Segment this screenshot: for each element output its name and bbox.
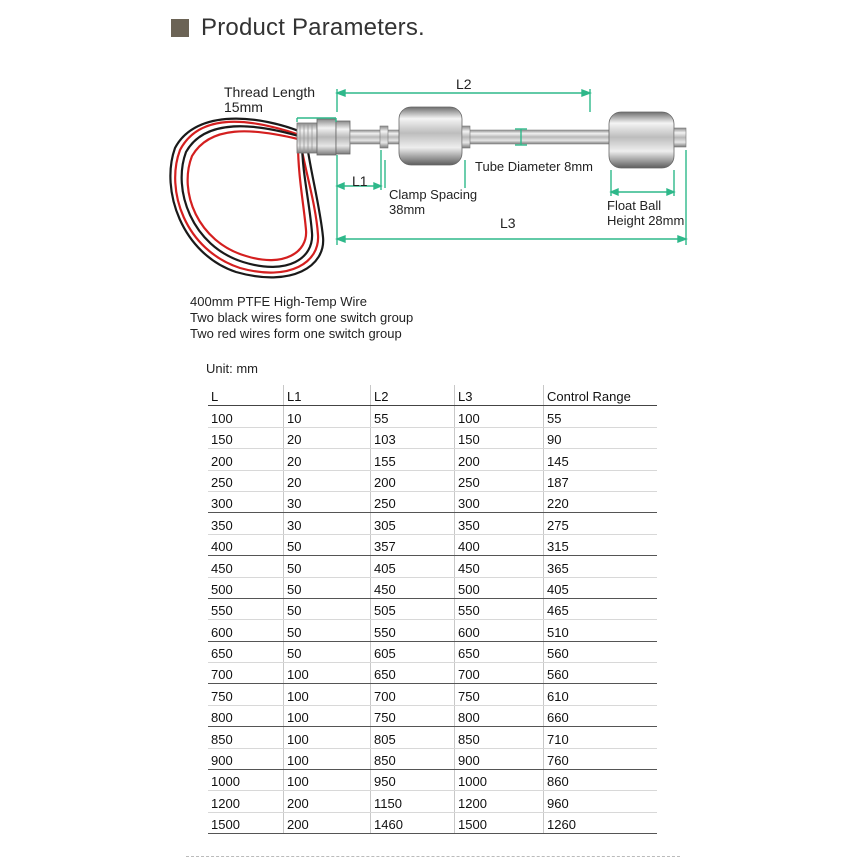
note-line: Two black wires form one switch group [190,310,414,325]
float-ball-1 [399,107,462,165]
table-row [208,534,657,555]
l1-label: L1 [352,173,368,189]
table-row [208,513,657,534]
table-cell: 900 [455,748,544,769]
table-cell: 55 [371,406,455,427]
table-cell: 100 [208,406,284,427]
table-cell: 1200 [455,791,544,812]
table-cell: 10 [284,406,371,427]
table-cell: 760 [544,748,658,769]
table-cell: 1200 [208,791,284,812]
table-cell: 100 [284,748,371,769]
table-cell: 550 [208,598,284,619]
table-cell: 805 [371,727,455,748]
table-cell: 650 [371,663,455,684]
table-header-row [208,385,657,406]
table-cell: 30 [284,491,371,512]
table-cell: 220 [544,491,658,512]
table-row [208,663,657,684]
table-cell: 200 [284,812,371,833]
table-cell: 700 [208,663,284,684]
table-cell: 650 [455,641,544,662]
table-cell: 860 [544,770,658,791]
table-cell: 150 [208,427,284,448]
clamp-ring [380,126,388,148]
table-cell: 300 [208,491,284,512]
table-header-cell: L [208,385,284,406]
table-cell: 250 [455,470,544,491]
table-cell: 30 [284,513,371,534]
float-ball-height-label: Height 28mm [607,213,685,228]
table-row [208,620,657,641]
table-cell: 650 [208,641,284,662]
clamp-spacing-label: Clamp Spacing [389,187,478,202]
table-cell: 20 [284,449,371,470]
tube-diameter-label: Tube Diameter 8mm [475,159,593,174]
table-cell: 315 [544,534,658,555]
float-switch-diagram [0,0,866,300]
table-cell: 200 [284,791,371,812]
table-cell: 350 [455,513,544,534]
thread-length-value: 15mm [224,99,263,115]
table-row [208,748,657,769]
wire-notes [190,294,413,342]
table-cell: 500 [455,577,544,598]
table-cell: 103 [371,427,455,448]
table-cell: 550 [371,620,455,641]
bottom-divider [186,856,680,857]
table-cell: 100 [455,406,544,427]
table-header-cell: L3 [455,385,544,406]
table-cell: 100 [284,705,371,726]
thread-length-label: Thread Length [224,84,316,100]
table-cell: 405 [544,577,658,598]
table-cell: 465 [544,598,658,619]
table-cell: 800 [208,705,284,726]
table-cell: 600 [208,620,284,641]
table-cell: 660 [544,705,658,726]
table-cell: 850 [371,748,455,769]
table-cell: 450 [455,556,544,577]
unit-label: Unit: mm [206,361,258,376]
table-cell: 960 [544,791,658,812]
float-ball-2 [609,112,674,168]
table-cell: 187 [544,470,658,491]
table-row [208,406,657,427]
table-cell: 710 [544,727,658,748]
table-cell: 750 [208,684,284,705]
table-cell: 550 [455,598,544,619]
table-cell: 850 [208,727,284,748]
table-cell: 50 [284,620,371,641]
table-cell: 100 [284,684,371,705]
end-cap [674,128,686,147]
table-cell: 505 [371,598,455,619]
table-cell: 1000 [208,770,284,791]
table-cell: 900 [208,748,284,769]
table-cell: 200 [208,449,284,470]
table-cell: 150 [455,427,544,448]
table-cell: 500 [208,577,284,598]
table-cell: 357 [371,534,455,555]
table-cell: 20 [284,470,371,491]
table-header-cell: Control Range [544,385,658,406]
table-cell: 365 [544,556,658,577]
table-cell: 155 [371,449,455,470]
table-row [208,641,657,662]
table-cell: 1500 [208,812,284,833]
table-cell: 90 [544,427,658,448]
table-row [208,556,657,577]
table-cell: 400 [455,534,544,555]
table-cell: 200 [371,470,455,491]
table-cell: 560 [544,663,658,684]
table-row [208,684,657,705]
clamp-spacing-value: 38mm [389,202,426,217]
table-cell: 1150 [371,791,455,812]
table-cell: 750 [455,684,544,705]
table-cell: 55 [544,406,658,427]
table-cell: 50 [284,556,371,577]
table-cell: 800 [455,705,544,726]
table-cell: 250 [208,470,284,491]
table-cell: 510 [544,620,658,641]
table-cell: 450 [371,577,455,598]
table-cell: 50 [284,534,371,555]
table-cell: 700 [455,663,544,684]
table-header-cell: L2 [371,385,455,406]
table-cell: 50 [284,598,371,619]
note-line: Two red wires form one switch group [190,326,402,341]
table-row [208,491,657,512]
table-cell: 400 [208,534,284,555]
table-cell: 605 [371,641,455,662]
table-cell: 100 [284,770,371,791]
table-cell: 250 [371,491,455,512]
table-cell: 100 [284,727,371,748]
table-cell: 560 [544,641,658,662]
l2-label: L2 [456,76,472,92]
table-row [208,812,657,833]
hex-nut [317,119,336,155]
table-row [208,791,657,812]
float-switch-drawing [0,0,866,300]
table-row [208,770,657,791]
table-cell: 1000 [455,770,544,791]
table-cell: 50 [284,641,371,662]
table-cell: 100 [284,663,371,684]
page-title: Product Parameters. [201,14,425,41]
table-cell: 305 [371,513,455,534]
table-row [208,598,657,619]
table-cell: 600 [455,620,544,641]
table-cell: 145 [544,449,658,470]
table-cell: 300 [455,491,544,512]
l3-label: L3 [500,215,516,231]
table-cell: 750 [371,705,455,726]
table-row [208,705,657,726]
table-cell: 50 [284,577,371,598]
parameters-table [208,385,657,834]
table-cell: 450 [208,556,284,577]
table-cell: 1500 [455,812,544,833]
float-ball-label: Float Ball [607,198,662,213]
table-cell: 200 [455,449,544,470]
table-cell: 950 [371,770,455,791]
table-cell: 850 [455,727,544,748]
table-row [208,470,657,491]
table-row [208,427,657,448]
table-cell: 275 [544,513,658,534]
table-cell: 405 [371,556,455,577]
table-cell: 700 [371,684,455,705]
note-line: 400mm PTFE High-Temp Wire [190,294,367,309]
table-cell: 1260 [544,812,658,833]
table-header-cell: L1 [284,385,371,406]
table-cell: 350 [208,513,284,534]
table-row [208,727,657,748]
table-row [208,449,657,470]
table-cell: 610 [544,684,658,705]
table-cell: 1460 [371,812,455,833]
table-cell: 20 [284,427,371,448]
table-row [208,577,657,598]
